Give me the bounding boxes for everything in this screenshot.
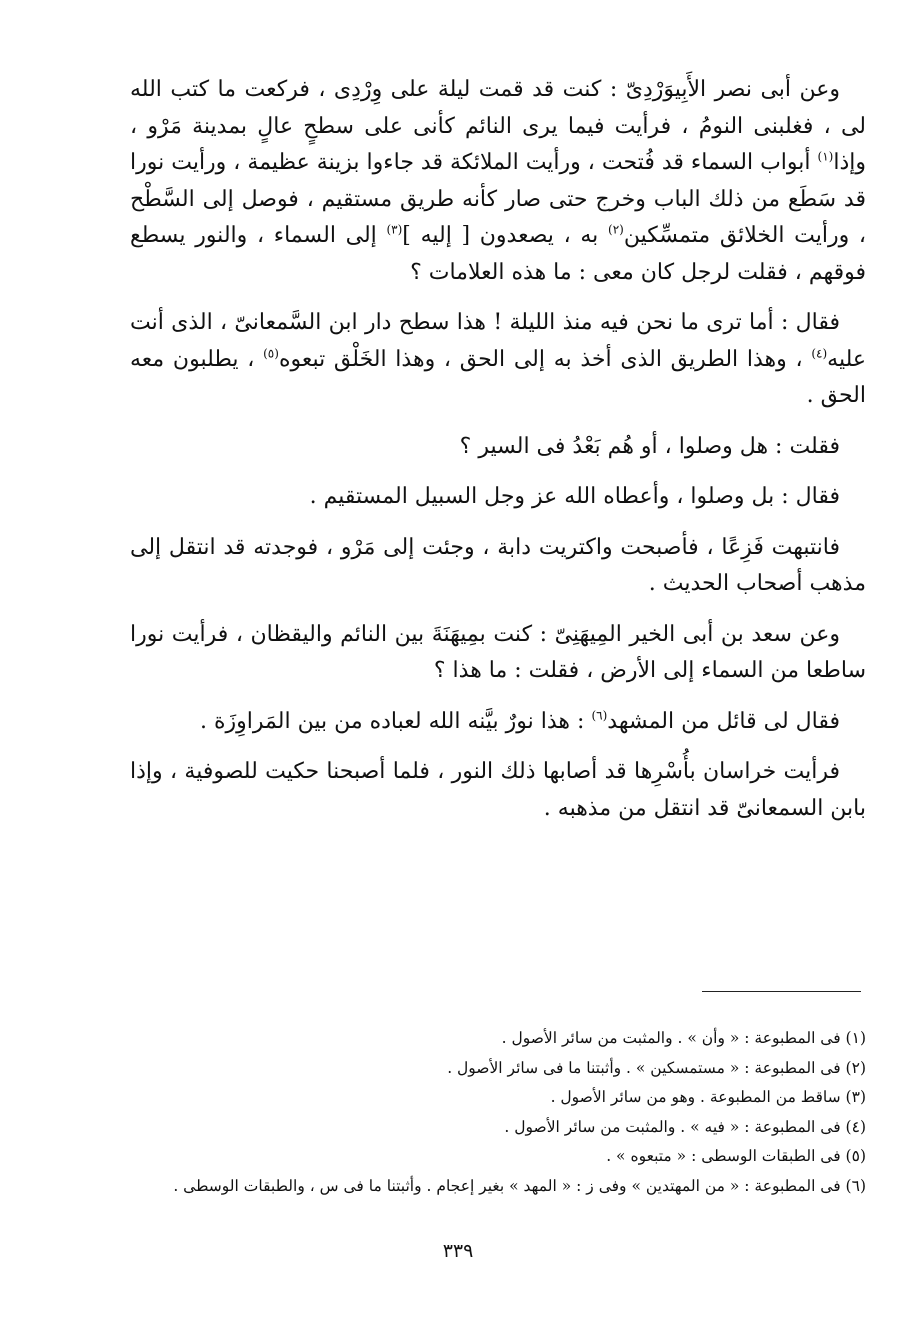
main-text [130,72,866,841]
paragraph-4 [130,479,866,516]
paragraph-2-part-2: ، وهذا الطريق الذى أخذ به إلى الحق ، وهذا الخَلْق تبعوه [278,346,812,372]
paragraph-5 [130,530,866,603]
footnote-marker-1: (١) [817,149,834,164]
paragraph-2 [130,305,866,415]
footnote-2: (٢) فى المطبوعة : « مستمسكين » . وأثبتنا ما فى سائر الأصول . [447,1058,866,1077]
paragraph-1-part-3: به ، يصعدون [ إليه ] [402,223,608,248]
footnote-6: (٦) فى المطبوعة : « من المهتدين » وفى ز : « المهد » بغير إعجام . وأثبتنا ما فى س ، والطبقات الوسطى . [173,1176,866,1195]
paragraph-7 [130,704,866,741]
footnote-marker-2: (٢) [608,222,624,237]
paragraph-3-text: فقلت : هل وصلوا ، أو هُم بَعْدُ فى السير ؟ [459,433,840,459]
paragraph-8-text: فرأيت خراسان بأُسْرِها قد أصابها ذلك النور ، فلما أصبحنا حكيت للصوفية ، وإذا بابن السمعانىّ قد انتقل من مذهبه . [130,759,866,821]
paragraph-1-part-2: أبواب السماء قد فُتحت ، ورأيت الملائكة قد جاءوا بزينة عظيمة ، ورأيت نورا قد سَطَع من ذلك الباب وخرج حتى صار كأنه طريق مستقيم ، فوصل إلى السَّطْح ، ورأيت الخلائق متمسِّكين [130,150,866,248]
paragraph-6-text: وعن سعد بن أبى الخير المِيهَنِىّ : كنت بمِيهَنَةَ بين النائم واليقظان ، فرأيت نورا ساطعا من السماء إلى الأرض ، فقلت : ما هذا ؟ [130,621,866,683]
paragraph-4-text: فقال : بل وصلوا ، وأعطاه الله عز وجل السبيل المستقيم . [309,484,840,509]
footnote-4: (٤) فى المطبوعة : « فيه » . والمثبت من سائر الأصول . [504,1117,866,1136]
footnote-marker-4: (٤) [811,346,828,361]
paragraph-1-part-4: إلى السماء ، والنور يسطع فوقهم ، فقلت لرجل كان معى : ما هذه العلامات ؟ [130,223,866,285]
paragraph-1-part-1: وعن أبى نصر الأَبِيوَرْدِىّ : كنت قد قمت ليلة على وِرْدِى ، فركعت ما كتب الله لى ، فغلبنى النومُ ، فرأيت فيما يرى النائم كأنى على سطحٍ عالٍ بمدينة مَرْو ، وإذا [130,77,866,175]
footnote-3: (٣) ساقط من المطبوعة . وهو من سائر الأصول . [550,1088,866,1107]
footnote-1: (١) فى المطبوعة : « وأن » . والمثبت من سائر الأصول . [501,1029,866,1047]
footnotes [130,1024,866,1202]
paragraph-1 [130,72,866,291]
paragraph-2-part-1: فقال : أما ترى ما نحن فيه منذ الليلة ! هذا سطح دار ابن السَّمعانىّ ، الذى أنت عليه [130,310,867,372]
paragraph-6 [130,617,866,690]
paragraph-8 [130,754,866,827]
footnote-5: (٥) فى الطبقات الوسطى : « متبعوه » . [606,1147,866,1166]
footnote-marker-6: (٦) [591,708,608,723]
paragraph-7-part-2: : هذا نورٌ بيَّنه الله لعباده من بين المَراوِزَة . [200,708,592,734]
paragraph-2-part-3: ، يطلبون معه الحق . [130,346,866,408]
paragraph-5-text: فانتبهت فَزِعًا ، فأصبحت واكتريت دابة ، وجئت إلى مَرْو ، فوجدته قد انتقل إلى مذهب أصحاب الحديث . [130,534,866,596]
paragraph-7-part-1: فقال لى قائل من المشهد [607,708,840,734]
footnote-marker-3: (٣) [386,222,403,237]
page-number: ٣٣٩ [442,1240,474,1262]
footnote-marker-5: (٥) [263,346,279,361]
paragraph-3 [130,429,866,466]
footnote-separator [702,991,861,992]
